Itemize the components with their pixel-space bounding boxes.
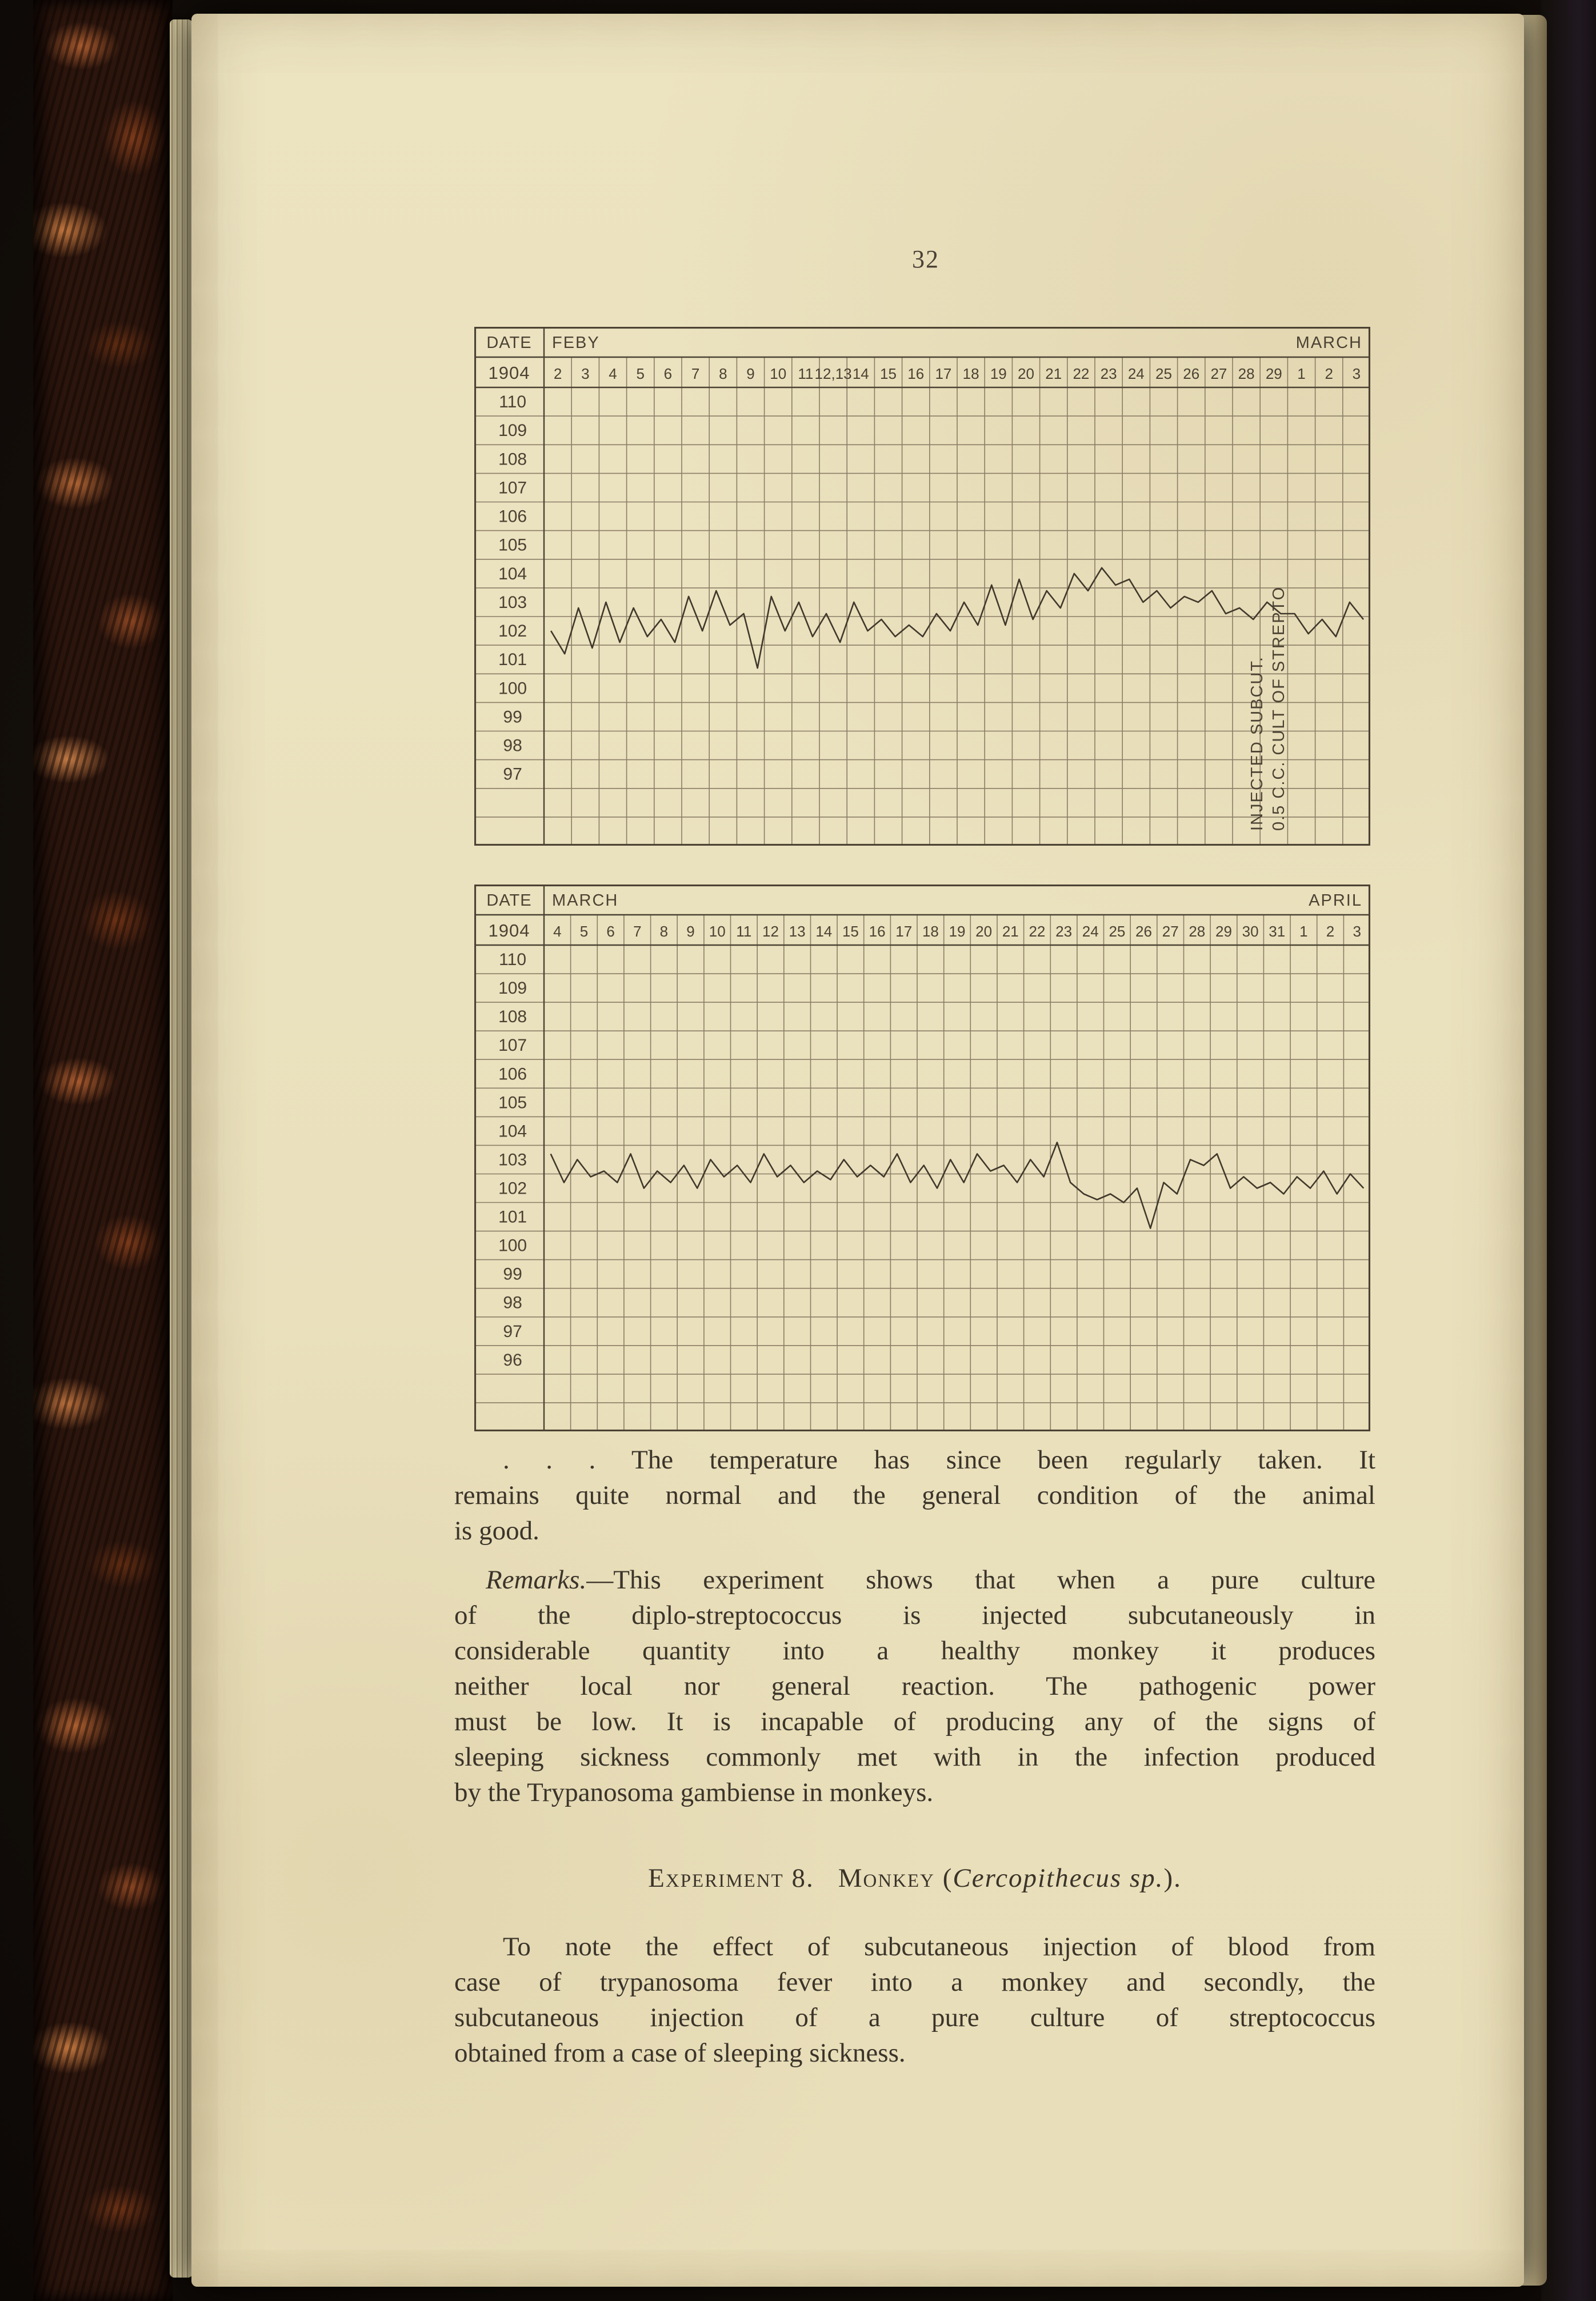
svg-text:23: 23 [1100, 365, 1117, 383]
svg-text:29: 29 [1265, 365, 1282, 383]
svg-text:22: 22 [1029, 923, 1046, 941]
svg-text:22: 22 [1073, 365, 1090, 383]
svg-text:30: 30 [1242, 923, 1259, 941]
svg-text:DATE: DATE [486, 334, 532, 353]
text-line: of the diplo-streptococcus is injected subcutaneously in [454, 1600, 1375, 1630]
svg-text:20: 20 [975, 923, 993, 941]
svg-text:102: 102 [498, 1179, 527, 1198]
svg-text:108: 108 [498, 1007, 527, 1027]
svg-text:99: 99 [503, 1264, 522, 1284]
svg-text:105: 105 [498, 535, 527, 555]
paragraph-experiment-8-intro [454, 1929, 1375, 2071]
svg-text:17: 17 [895, 923, 913, 941]
svg-text:FEBY: FEBY [552, 334, 600, 353]
svg-text:106: 106 [498, 1065, 527, 1084]
svg-text:97: 97 [503, 765, 522, 784]
svg-text:10: 10 [770, 365, 787, 383]
svg-text:103: 103 [498, 593, 527, 612]
page-right-edge [1521, 15, 1547, 2286]
svg-text:97: 97 [503, 1322, 522, 1341]
text-line: is good. [454, 1516, 539, 1546]
heading-close: ). [1163, 1863, 1182, 1893]
svg-text:14: 14 [852, 365, 869, 383]
text-line: neither local nor general reaction. The pathogenic power [454, 1671, 1375, 1701]
text-line [454, 1562, 1375, 1598]
svg-text:106: 106 [498, 507, 527, 526]
svg-text:25: 25 [1109, 923, 1126, 941]
text-line: considerable quantity into a healthy monkey it produces [454, 1636, 1375, 1666]
svg-text:103: 103 [498, 1150, 527, 1170]
svg-text:5: 5 [636, 365, 645, 383]
svg-text:DATE: DATE [486, 891, 532, 910]
svg-text:19: 19 [990, 365, 1007, 383]
svg-text:25: 25 [1155, 365, 1172, 383]
text-line: by the Trypanosoma gambiense in monkeys. [454, 1778, 934, 1807]
svg-text:2: 2 [1325, 365, 1333, 383]
svg-text:26: 26 [1183, 365, 1200, 383]
book-page [191, 14, 1524, 2287]
experiment-heading [454, 1860, 1375, 1896]
svg-text:17: 17 [935, 365, 952, 383]
text-line: must be low. It is incapable of producing any of the signs of [454, 1707, 1375, 1736]
svg-text:23: 23 [1055, 923, 1073, 941]
remarks-first-line: —This experiment shows that when a pure culture [586, 1565, 1375, 1595]
svg-text:18: 18 [962, 365, 979, 383]
experiment-subject: Monkey ( [838, 1863, 953, 1893]
page-number: 32 [912, 245, 939, 273]
svg-text:3: 3 [581, 365, 590, 383]
svg-text:102: 102 [498, 622, 527, 641]
svg-text:1904: 1904 [488, 363, 530, 383]
svg-text:5: 5 [579, 923, 589, 941]
svg-text:24: 24 [1082, 923, 1099, 941]
text-line: case of trypanosoma fever into a monkey and secondly, the [454, 1967, 1375, 1997]
book-right-board [1541, 0, 1596, 2301]
svg-text:101: 101 [498, 650, 527, 670]
svg-text:100: 100 [498, 1236, 527, 1255]
experiment-number: Experiment 8. [648, 1863, 814, 1893]
svg-text:1: 1 [1297, 365, 1306, 383]
svg-text:15: 15 [842, 923, 859, 941]
temperature-chart-mar-apr [474, 885, 1370, 1431]
text-block [454, 1442, 1375, 2084]
paragraph-temperature [454, 1442, 1375, 1548]
svg-text:109: 109 [498, 421, 527, 441]
svg-text:2: 2 [1326, 923, 1335, 941]
svg-text:14: 14 [815, 923, 833, 941]
paragraph-remarks [454, 1562, 1375, 1810]
svg-text:20: 20 [1018, 365, 1034, 383]
svg-text:109: 109 [498, 979, 527, 998]
svg-text:INJECTED SUBCUT.: INJECTED SUBCUT. [1247, 656, 1266, 831]
svg-text:8: 8 [659, 923, 669, 941]
svg-text:28: 28 [1189, 923, 1206, 941]
svg-text:96: 96 [503, 1350, 522, 1370]
text-line: sleeping sickness commonly met with in the infection produced [454, 1742, 1375, 1772]
species-name: Cercopithecus sp. [953, 1863, 1164, 1893]
svg-text:16: 16 [907, 365, 925, 383]
book-spine-marbled-board [33, 0, 173, 2301]
svg-text:104: 104 [498, 564, 527, 583]
svg-text:13: 13 [789, 923, 806, 941]
svg-text:4: 4 [553, 923, 562, 941]
svg-text:7: 7 [633, 923, 642, 941]
svg-text:105: 105 [498, 1093, 527, 1113]
svg-text:108: 108 [498, 450, 527, 469]
svg-text:4: 4 [609, 365, 617, 383]
svg-text:101: 101 [498, 1207, 527, 1227]
svg-text:19: 19 [949, 923, 966, 941]
svg-text:27: 27 [1210, 365, 1227, 383]
svg-text:31: 31 [1269, 923, 1286, 941]
svg-text:24: 24 [1127, 365, 1145, 383]
svg-text:28: 28 [1238, 365, 1255, 383]
svg-text:APRIL: APRIL [1309, 891, 1362, 910]
svg-text:100: 100 [498, 679, 527, 698]
svg-text:16: 16 [869, 923, 886, 941]
svg-text:MARCH: MARCH [1295, 334, 1362, 353]
svg-text:6: 6 [663, 365, 673, 383]
svg-text:27: 27 [1162, 923, 1179, 941]
svg-text:21: 21 [1045, 365, 1062, 383]
svg-text:10: 10 [709, 923, 726, 941]
svg-text:29: 29 [1215, 923, 1232, 941]
temperature-chart-feb-mar [474, 327, 1370, 846]
svg-text:1904: 1904 [488, 921, 530, 941]
svg-text:12,13: 12,13 [814, 365, 852, 383]
svg-text:MARCH: MARCH [552, 891, 619, 910]
svg-text:18: 18 [922, 923, 939, 941]
svg-text:99: 99 [503, 707, 522, 727]
svg-text:11: 11 [798, 365, 814, 383]
remarks-label: Remarks. [486, 1565, 587, 1595]
svg-text:6: 6 [606, 923, 615, 941]
text-line: obtained from a case of sleeping sickness. [454, 2038, 906, 2068]
svg-text:8: 8 [719, 365, 727, 383]
svg-text:98: 98 [503, 1293, 522, 1312]
svg-text:9: 9 [686, 923, 695, 941]
svg-text:3: 3 [1352, 365, 1361, 383]
svg-text:0.5 C.C. CULT OF STREPTO: 0.5 C.C. CULT OF STREPTO [1269, 586, 1288, 831]
page-edge-stack [170, 19, 193, 2278]
svg-text:107: 107 [498, 478, 527, 498]
svg-text:11: 11 [736, 923, 752, 941]
svg-text:2: 2 [553, 365, 562, 383]
svg-text:26: 26 [1135, 923, 1152, 941]
text-line: remains quite normal and the general condition of the animal [454, 1480, 1375, 1510]
svg-text:110: 110 [499, 393, 527, 412]
svg-text:1: 1 [1299, 923, 1308, 941]
text-line: subcutaneous injection of a pure culture of streptococcus [454, 2003, 1375, 2032]
text-line: . . . The temperature has since been regularly taken. It [503, 1445, 1375, 1475]
svg-text:107: 107 [498, 1036, 527, 1055]
svg-text:12: 12 [762, 923, 779, 941]
text-line: To note the effect of subcutaneous injection of blood from [503, 1932, 1375, 1962]
svg-text:110: 110 [499, 950, 527, 969]
svg-text:21: 21 [1002, 923, 1019, 941]
svg-text:104: 104 [498, 1122, 527, 1141]
svg-text:7: 7 [691, 365, 700, 383]
svg-text:15: 15 [880, 365, 897, 383]
svg-text:98: 98 [503, 736, 522, 755]
svg-text:9: 9 [746, 365, 755, 383]
svg-text:3: 3 [1353, 923, 1361, 941]
